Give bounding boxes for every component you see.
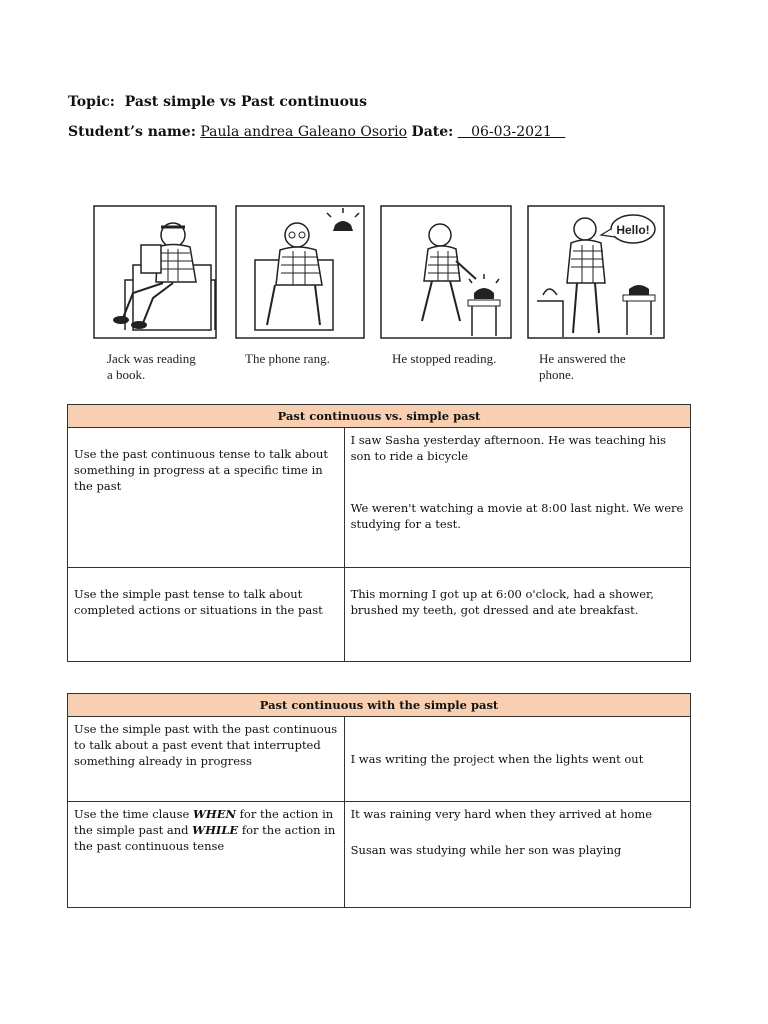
date-value: 06-03-2021 bbox=[471, 124, 552, 140]
table-past-continuous-vs-simple-past bbox=[67, 404, 691, 662]
example-text: It was raining very hard when they arrived at home bbox=[350, 807, 653, 821]
table-row bbox=[68, 802, 691, 908]
date-label: Date: bbox=[411, 124, 454, 140]
reading-man-illustration bbox=[93, 205, 217, 339]
comic-panel-reading bbox=[93, 205, 217, 382]
rule-cell: Use the simple past tense to talk about completed actions or situations in the past bbox=[68, 568, 345, 662]
table-header: Past continuous vs. simple past bbox=[68, 405, 691, 428]
topic-label: Topic: bbox=[68, 94, 115, 110]
rule-cell: Use the simple past with the past continuous to talk about a past event that interrupted something already in progress bbox=[68, 717, 345, 802]
student-name: Paula andrea Galeano Osorio bbox=[200, 124, 408, 140]
walking-man-illustration bbox=[380, 205, 512, 339]
answering-phone-illustration bbox=[527, 205, 665, 339]
table-row bbox=[68, 428, 691, 568]
caption-4: He answered the phone. bbox=[539, 351, 626, 382]
student-label: Student’s name: bbox=[68, 124, 196, 140]
caption-3: He stopped reading. bbox=[392, 351, 497, 366]
table-past-continuous-with-simple-past bbox=[67, 693, 691, 908]
comic-panel-stopped-reading bbox=[380, 205, 512, 366]
rule-cell: Use the past continuous tense to talk about something in progress at a specific time in the past bbox=[68, 428, 345, 568]
example-text: Susan was studying while her son was playing bbox=[350, 843, 622, 857]
example-cell: This morning I got up at 6:00 o'clock, had a shower, brushed my teeth, got dressed and ate breakfast. bbox=[344, 568, 690, 662]
table-row bbox=[68, 717, 691, 802]
caption-1: Jack was reading a book. bbox=[107, 351, 196, 382]
hello-bubble-text: Hello! bbox=[616, 223, 650, 237]
table-row bbox=[68, 568, 691, 662]
topic-value: Past simple vs Past continuous bbox=[124, 94, 367, 110]
example-cell bbox=[344, 802, 690, 908]
table-header: Past continuous with the simple past bbox=[68, 694, 691, 717]
rule-cell: Use the time clause WHEN for the action in the simple past and WHILE for the action in the past continuous tense bbox=[68, 802, 345, 908]
example-cell bbox=[344, 428, 690, 568]
example-text: I saw Sasha yesterday afternoon. He was teaching his son to ride a bicycle bbox=[350, 433, 667, 463]
phone-ringing-illustration bbox=[235, 205, 365, 339]
topic-heading bbox=[68, 94, 367, 110]
comic-panel-answered-phone bbox=[527, 205, 665, 382]
example-text: We weren't watching a movie at 8:00 last night. We were studying for a test. bbox=[350, 501, 684, 531]
example-cell: I was writing the project when the lights went out bbox=[344, 717, 690, 802]
comic-panel-phone-rang bbox=[235, 205, 365, 366]
student-line bbox=[68, 124, 565, 140]
caption-2: The phone rang. bbox=[245, 351, 330, 366]
comic-strip bbox=[93, 205, 668, 385]
